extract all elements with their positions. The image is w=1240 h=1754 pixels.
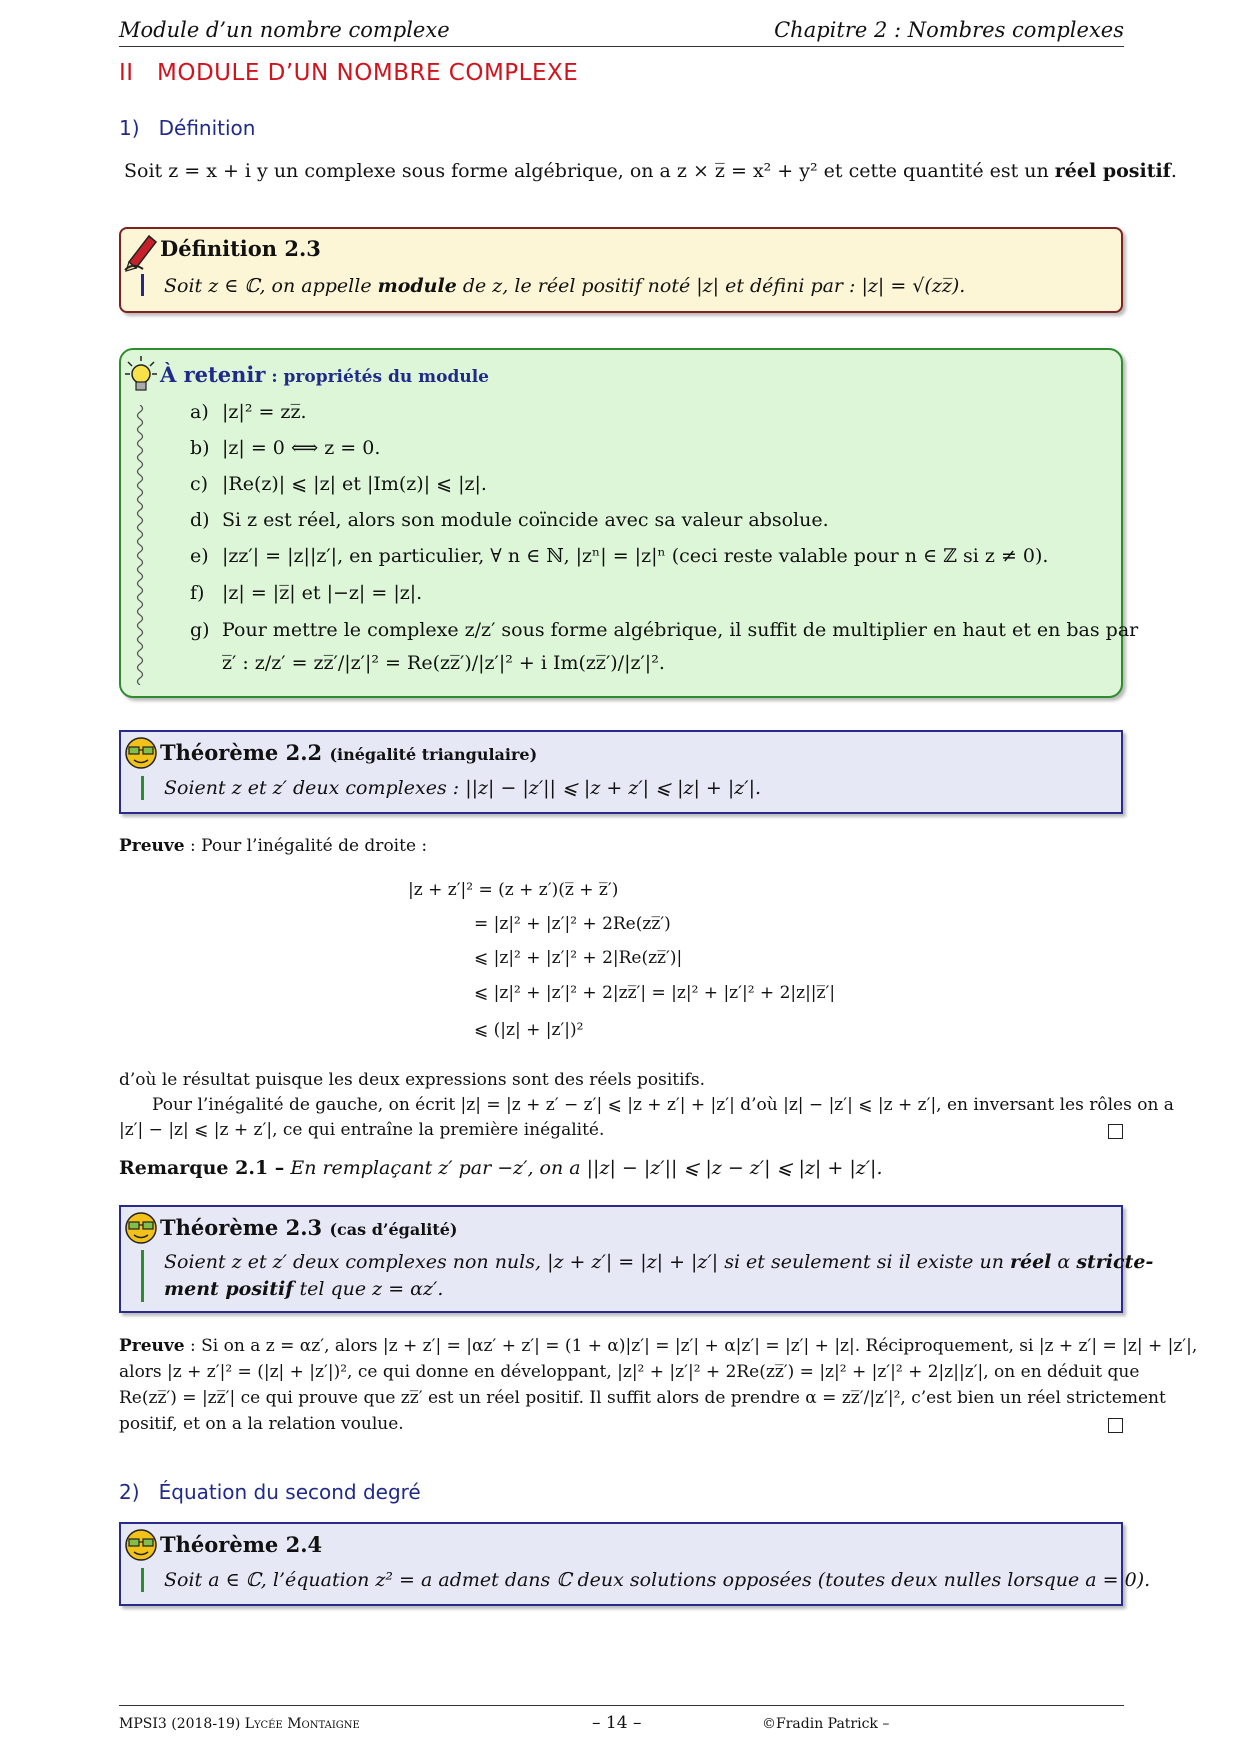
subsection-1-title: Définition [158, 116, 256, 140]
theorem-2-3-bold-strict: stricte- [1076, 1251, 1154, 1273]
theorem-2-4-bar [141, 1568, 144, 1592]
theorem-2-3-line-1: Soient z et z′ deux complexes non nuls, |z + z′| = |z| + |z′| si et seulement si il existe un réel α stricte- [164, 1251, 1154, 1273]
remark-body: En remplaçant z′ par −z′, on a ||z| − |z′|| ⩽ |z − z′| ⩽ |z| + |z′|. [284, 1157, 883, 1179]
proof-1-intro-text: : Pour l’inégalité de droite : [184, 836, 428, 856]
proof-1-line-2: = |z|² + |z′|² + 2Re(zz̅′) [474, 914, 671, 934]
proof-1-line-3: ⩽ |z|² + |z′|² + 2|Re(zz̅′)| [474, 948, 683, 968]
theorem-2-3-title [160, 1215, 457, 1240]
definition-c: de z, le réel positif noté |z| et défini par : |z| = √(zz̅). [456, 275, 966, 297]
theorem-2-2-body: Soient z et z′ deux complexes : ||z| − |z′|| ⩽ |z + z′| ⩽ |z| + |z′|. [164, 777, 762, 799]
retenir-item-e: e) |zz′| = |z||z′|, en particulier, ∀ n ∈ ℕ, |zⁿ| = |z|ⁿ (ceci reste valable pour n ∈ ℤ si z ≠ 0). [190, 545, 1049, 567]
theorem-2-2-bar [141, 776, 144, 800]
theorem-2-3-bold-reel: réel [1009, 1251, 1052, 1273]
face-icon [124, 736, 158, 770]
retenir-item-d: d) Si z est réel, alors son module coïncide avec sa valeur absolue. [190, 509, 829, 531]
intro-c: . [1170, 160, 1177, 182]
proof-2-line-2: alors |z + z′|² = (|z| + |z′|)², ce qui donne en développant, |z|² + |z′|² + 2Re(zz̅′) = |z|² + |z′|² + 2|z||z′|, on en déduit que [119, 1362, 1140, 1382]
footer-left: MPSI3 (2018-19) Lycée Montaigne [119, 1716, 360, 1732]
header-left: Module d’un nombre complexe [119, 18, 450, 42]
remark-label: Remarque 2.1 – [119, 1157, 285, 1179]
subsection-1 [119, 116, 255, 140]
theorem-2-3-line-2: ment positif tel que z = αz′. [164, 1278, 444, 1300]
theorem-2-3-title-text: Théorème 2.3 [160, 1215, 323, 1240]
section-label: MODULE D’UN NOMBRE COMPLEXE [157, 60, 579, 86]
footer-right: ©Fradin Patrick – [762, 1716, 890, 1732]
retenir-item-b: b) |z| = 0 ⟺ z = 0. [190, 437, 381, 459]
definition-bar [141, 274, 144, 296]
intro-text [124, 158, 1177, 184]
face-icon [124, 1528, 158, 1562]
theorem-2-2-note: (inégalité triangulaire) [329, 745, 538, 764]
qed-box-1 [1108, 1124, 1123, 1139]
header-rule [119, 46, 1124, 47]
section-number: II [119, 60, 134, 86]
theorem-2-2-title-text: Théorème 2.2 [160, 740, 323, 765]
retenir-item-a: a) |z|² = zz̅. [190, 401, 307, 423]
retenir-subtitle: : propriétés du module [265, 367, 489, 387]
definition-body [164, 273, 965, 299]
retenir-title-main: À retenir [160, 362, 266, 387]
proof-2-line-1: Preuve : Si on a z = αz′, alors |z + z′| = |αz′ + z′| = (1 + α)|z′| = |z′| + α|z′| = |z′| + |z|. Réciproquement, si |z + z′| = |z| + |z′|, [119, 1336, 1198, 1356]
definition-a: Soit z ∈ ℂ, on appelle [164, 275, 378, 297]
proof-2-label: Preuve [119, 1336, 185, 1356]
proof-2-line-3: Re(zz̅′) = |zz̅′| ce qui prouve que zz̅′ est un réel positif. Il suffit alors de prendre α = zz̅′/|z′|², c’est bien un réel strictement [119, 1388, 1166, 1408]
proof-1-after-1: d’où le résultat puisque les deux expressions sont des réels positifs. [119, 1070, 705, 1090]
theorem-2-3-bold-positif: ment positif [164, 1278, 294, 1300]
proof-1-after-2: Pour l’inégalité de gauche, on écrit |z| = |z + z′ − z′| ⩽ |z + z′| + |z′| d’où |z| − |z′| ⩽ |z + z′|, en inversant les rôles on a [152, 1095, 1174, 1115]
qed-box-2 [1108, 1418, 1123, 1433]
retenir-item-g-line2: z̅′ : z/z′ = zz̅′/|z′|² = Re(zz̅′)/|z′|² + i Im(zz̅′)/|z′|². [222, 652, 665, 674]
theorem-2-4-body: Soit a ∈ ℂ, l’équation z² = a admet dans ℂ deux solutions opposées (toutes deux nulles lorsque a = 0). [164, 1569, 1151, 1591]
pencil-icon [123, 232, 159, 272]
retenir-wave [134, 405, 146, 685]
definition-bold: module [377, 275, 457, 297]
proof-1-line-1: |z + z′|² = (z + z′)(z̅ + z̅′) [408, 880, 619, 900]
retenir-item-g: g) Pour mettre le complexe z/z′ sous forme algébrique, il suffit de multiplier en haut et en bas par [190, 619, 1139, 641]
lightbulb-icon [124, 354, 158, 394]
proof-1-label: Preuve [119, 836, 185, 856]
intro-a: Soit z = x + i y un complexe sous forme algébrique, on a z × z̅ = x² + y² et cette quantité est un [124, 160, 1055, 182]
subsection-2-number: 2) [119, 1480, 140, 1504]
footer-rule [119, 1705, 1124, 1706]
theorem-2-2-title [160, 740, 537, 765]
proof-1-after-3: |z′| − |z| ⩽ |z + z′|, ce qui entraîne la première inégalité. [119, 1120, 605, 1140]
retenir-title [160, 362, 489, 387]
proof-1-intro [119, 833, 427, 859]
face-icon [124, 1211, 158, 1245]
remark-2-1 [119, 1155, 883, 1181]
header-right: Chapitre 2 : Nombres complexes [774, 18, 1124, 42]
subsection-2 [119, 1480, 421, 1504]
theorem-2-3-bar [141, 1250, 144, 1302]
proof-2-line-4: positif, et on a la relation voulue. [119, 1414, 404, 1434]
section-title [119, 60, 578, 86]
retenir-item-f: f) |z| = |z̅| et |−z| = |z|. [190, 582, 423, 604]
retenir-item-c: c) |Re(z)| ⩽ |z| et |Im(z)| ⩽ |z|. [190, 473, 487, 495]
theorem-2-4-title: Théorème 2.4 [160, 1532, 323, 1557]
footer-page-number: – 14 – [592, 1713, 642, 1733]
proof-1-line-4: ⩽ |z|² + |z′|² + 2|zz̅′| = |z|² + |z′|² + 2|z||z̅′| [474, 983, 836, 1003]
subsection-1-number: 1) [119, 116, 140, 140]
proof-1-line-5: ⩽ (|z| + |z′|)² [474, 1020, 584, 1040]
theorem-2-3-note: (cas d’égalité) [329, 1220, 458, 1239]
intro-bold: réel positif [1054, 160, 1171, 182]
definition-title: Définition 2.3 [160, 236, 321, 261]
subsection-2-title: Équation du second degré [158, 1480, 421, 1504]
